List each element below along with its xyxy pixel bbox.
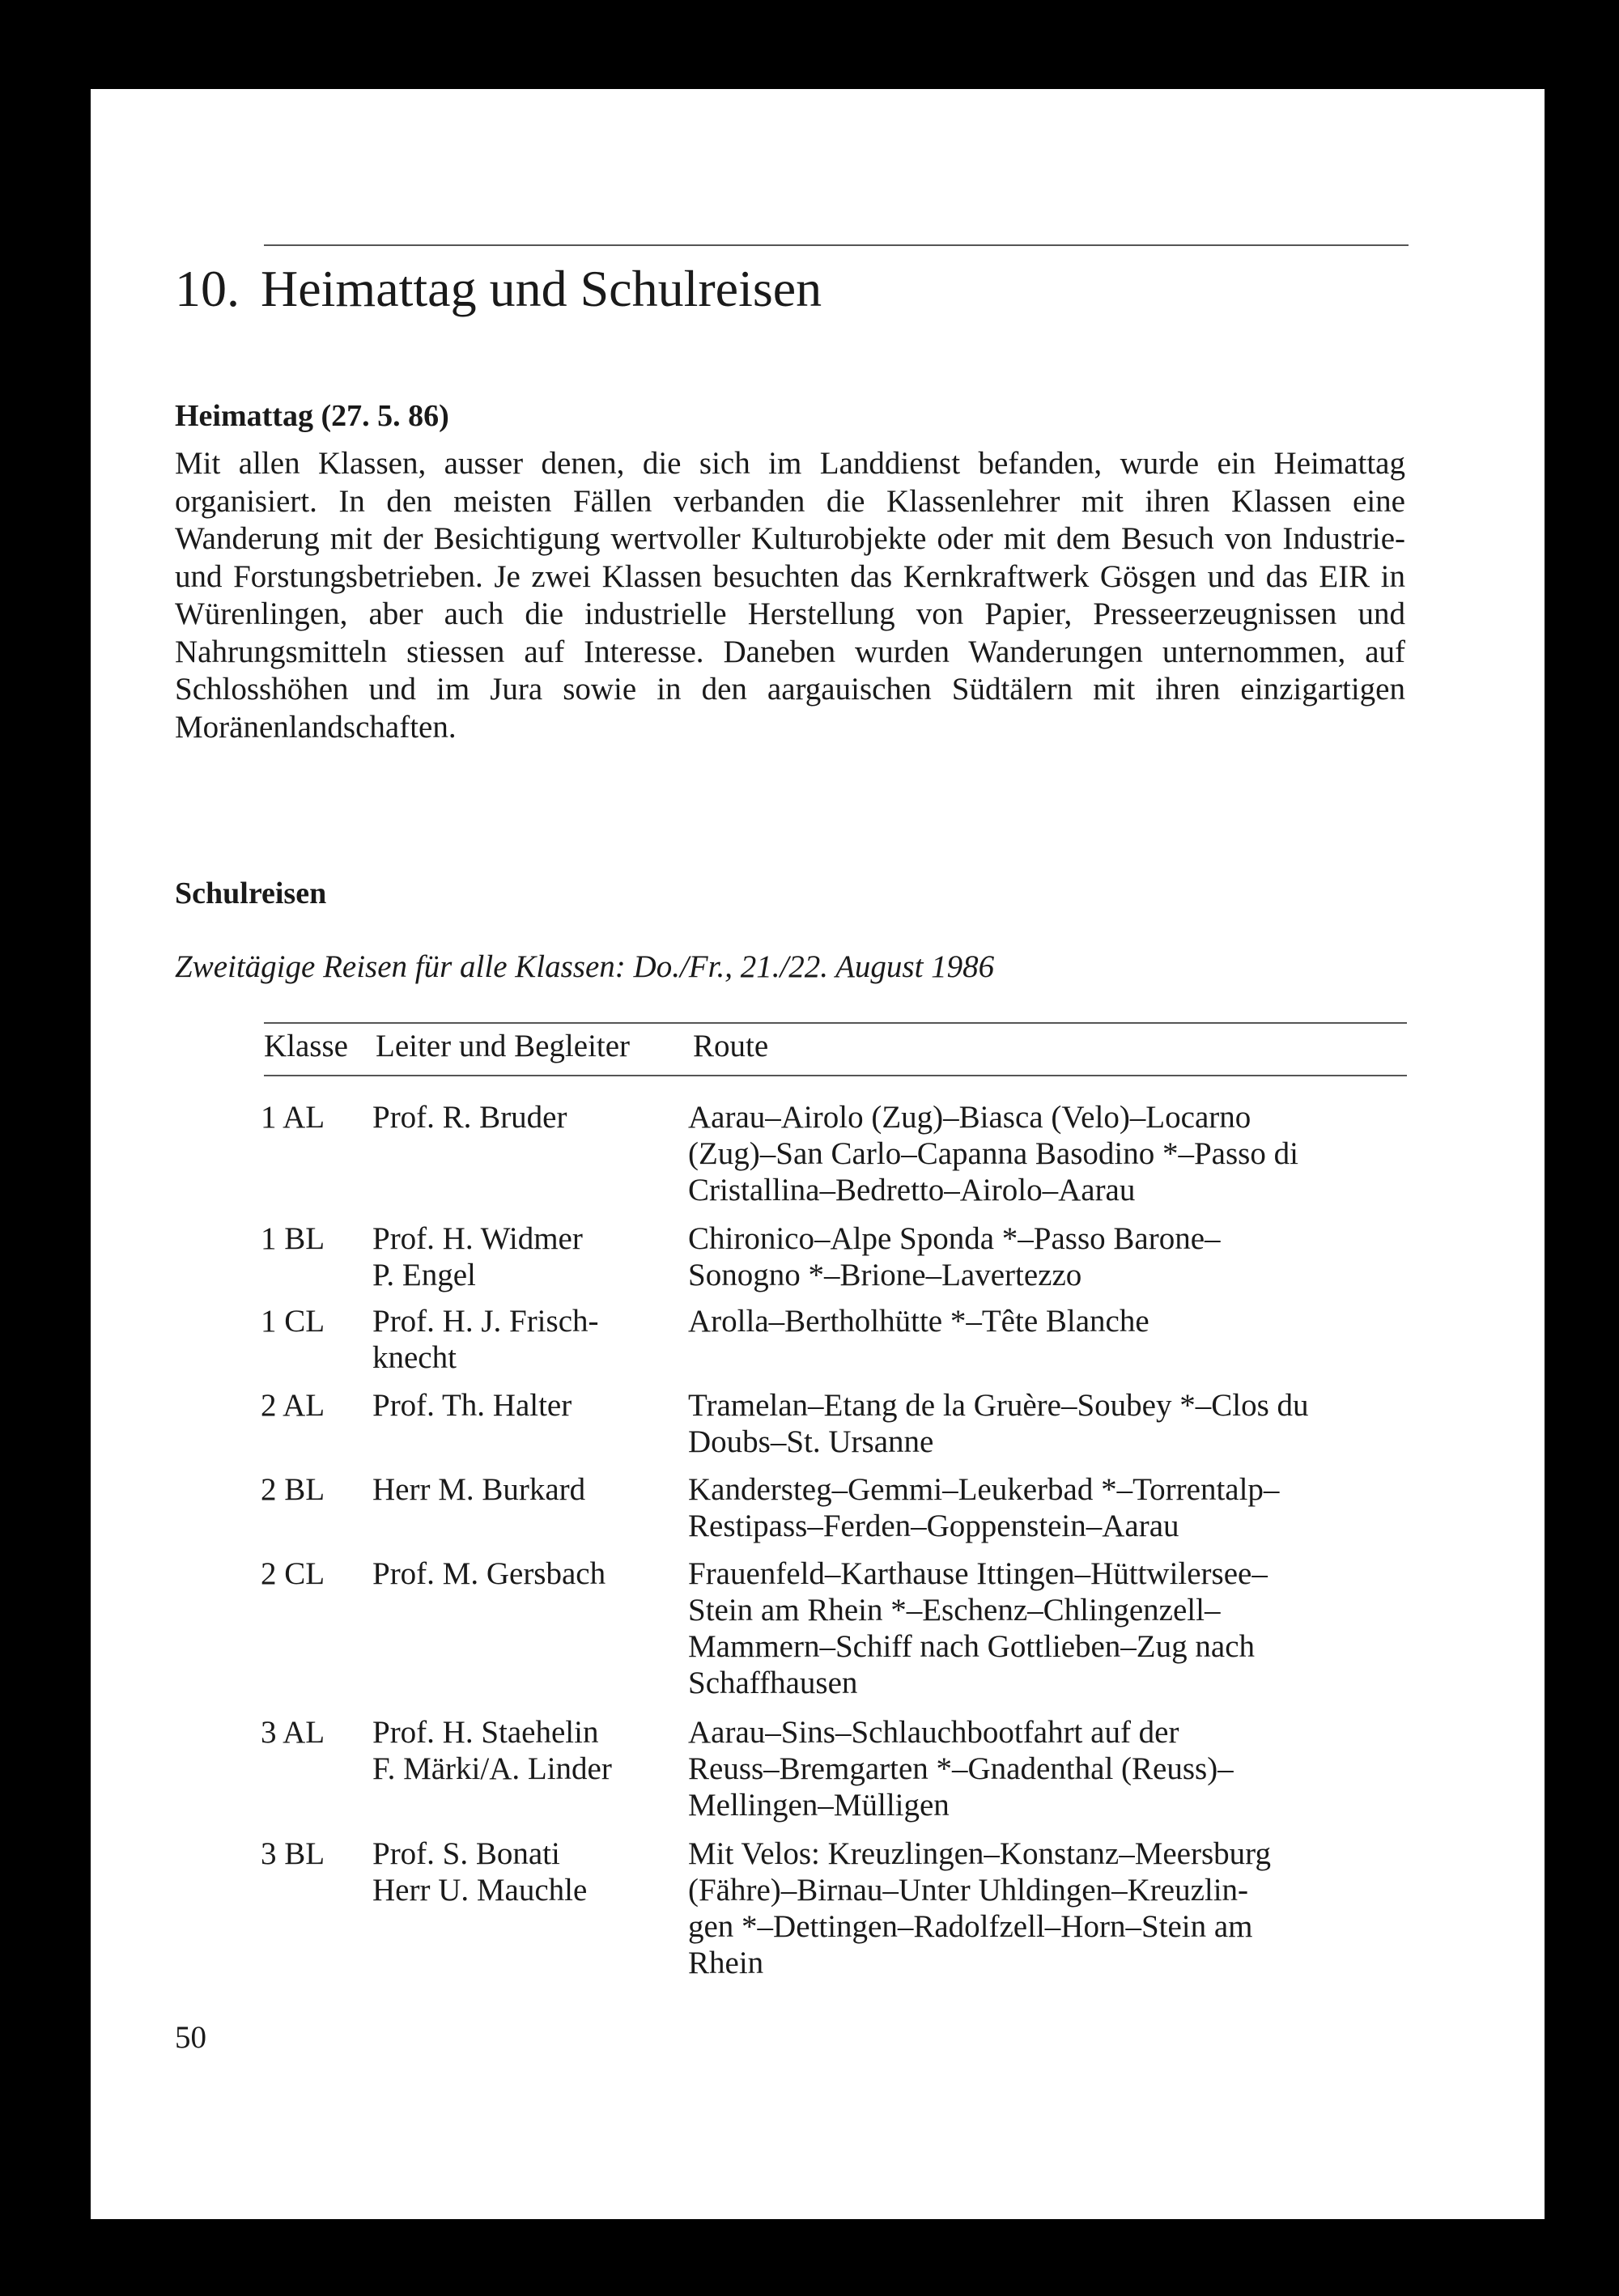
row-route-line: (Fähre)–Birnau–Unter Uhldingen–Kreuzlin-: [688, 1873, 1249, 1908]
row-klasse: 2 BL: [261, 1472, 325, 1507]
row-route-line: Aarau–Airolo (Zug)–Biasca (Velo)–Locarno: [688, 1100, 1251, 1135]
row-route-line: Cristallina–Bedretto–Airolo–Aarau: [688, 1173, 1136, 1207]
chapter-title: [175, 259, 822, 319]
table-header-rule: [264, 1075, 1407, 1076]
row-leiter-line: Prof. S. Bonati: [372, 1836, 560, 1871]
table-top-rule: [264, 1022, 1407, 1024]
row-route-line: (Zug)–San Carlo–Capanna Basodino *–Passo di: [688, 1136, 1298, 1171]
row-route-line: Stein am Rhein *–Eschenz–Chlingenzell–: [688, 1593, 1221, 1628]
row-leiter-line: Herr U. Mauchle: [372, 1873, 588, 1908]
row-route-line: gen *–Dettingen–Radolfzell–Horn–Stein am: [688, 1909, 1253, 1944]
row-leiter-line: Prof. Th. Halter: [372, 1388, 572, 1423]
schulreisen-intro: Zweitägige Reisen für alle Klassen: Do./Fr., 21./22. August 1986: [175, 949, 995, 984]
top-rule: [264, 244, 1409, 246]
row-klasse: 3 AL: [261, 1715, 325, 1750]
row-leiter-line: Prof. R. Bruder: [372, 1100, 567, 1135]
row-klasse: 2 AL: [261, 1388, 325, 1423]
row-klasse: 1 CL: [261, 1304, 325, 1339]
row-route-line: Frauenfeld–Karthause Ittingen–Hüttwilersee–: [688, 1556, 1268, 1591]
heimattag-paragraph: Mit allen Klassen, ausser denen, die sich im Landdienst befanden, wurde ein Heimattag organisiert. In den meisten Fällen verbanden die Klassenlehrer mit ihren Klassen eine Wanderung mit der Besichtigung wertvoller Kulturobjekte oder mit dem Besuch von Industrie- und Forstungsbetrieben. Je zwei Klassen besuchten das Kernkraftwerk Gösgen und das EIR in Würenlingen, aber auch die industrielle Herstellung von Papier, Presseerzeugnissen und Nahrungsmitteln stiessen auf Interesse. Daneben wurden Wanderungen unternommen, auf Schlosshöhen und im Jura sowie in den aargauischen Südtälern mit ihren einzigartigen Moränenlandschaften.: [175, 446, 1405, 745]
row-route-line: Sonogno *–Brione–Lavertezzo: [688, 1258, 1082, 1292]
row-route-line: Aarau–Sins–Schlauchbootfahrt auf der: [688, 1715, 1179, 1750]
row-leiter-line: P. Engel: [372, 1258, 476, 1292]
row-leiter-line: Prof. M. Gersbach: [372, 1556, 606, 1591]
row-route-line: Mit Velos: Kreuzlingen–Konstanz–Meersburg: [688, 1836, 1271, 1871]
column-header-route: Route: [693, 1029, 769, 1063]
row-klasse: 1 BL: [261, 1221, 325, 1256]
scan-edge-mark: [1545, 1028, 1549, 1052]
column-header-leiter: Leiter und Begleiter: [376, 1029, 631, 1063]
row-route-line: Mammern–Schiff nach Gottlieben–Zug nach: [688, 1629, 1256, 1664]
row-route-line: Restipass–Ferden–Goppenstein–Aarau: [688, 1509, 1179, 1543]
row-route-line: Reuss–Bremgarten *–Gnadenthal (Reuss)–: [688, 1751, 1234, 1786]
row-route-line: Chironico–Alpe Sponda *–Passo Barone–: [688, 1221, 1221, 1256]
row-leiter-line: Prof. H. J. Frisch-: [372, 1304, 599, 1339]
row-leiter-line: knecht: [372, 1340, 457, 1375]
heimattag-heading: Heimattag (27. 5. 86): [175, 399, 449, 433]
scan-edge-mark: [1545, 905, 1549, 916]
row-route-line: Schaffhausen: [688, 1666, 858, 1700]
row-route-line: Mellingen–Mülligen: [688, 1788, 950, 1823]
page-number: 50: [175, 2020, 206, 2055]
row-klasse: 3 BL: [261, 1836, 325, 1871]
row-route-line: Kandersteg–Gemmi–Leukerbad *–Torrentalp–: [688, 1472, 1280, 1507]
column-header-klasse: Klasse: [264, 1029, 348, 1063]
chapter-number: 10.: [175, 260, 240, 317]
chapter-title-text: Heimattag und Schulreisen: [261, 260, 822, 317]
row-leiter-line: Herr M. Burkard: [372, 1472, 586, 1507]
row-route-line: Doubs–St. Ursanne: [688, 1424, 934, 1459]
row-leiter-line: F. Märki/A. Linder: [372, 1751, 612, 1786]
row-route-line: Arolla–Bertholhütte *–Tête Blanche: [688, 1304, 1149, 1339]
row-leiter-line: Prof. H. Widmer: [372, 1221, 583, 1256]
row-route-line: Rhein: [688, 1946, 764, 1980]
schulreisen-heading: Schulreisen: [175, 876, 327, 910]
row-leiter-line: Prof. H. Staehelin: [372, 1715, 599, 1750]
row-klasse: 2 CL: [261, 1556, 325, 1591]
row-klasse: 1 AL: [261, 1100, 325, 1135]
row-route-line: Tramelan–Etang de la Gruère–Soubey *–Clos du: [688, 1388, 1309, 1423]
